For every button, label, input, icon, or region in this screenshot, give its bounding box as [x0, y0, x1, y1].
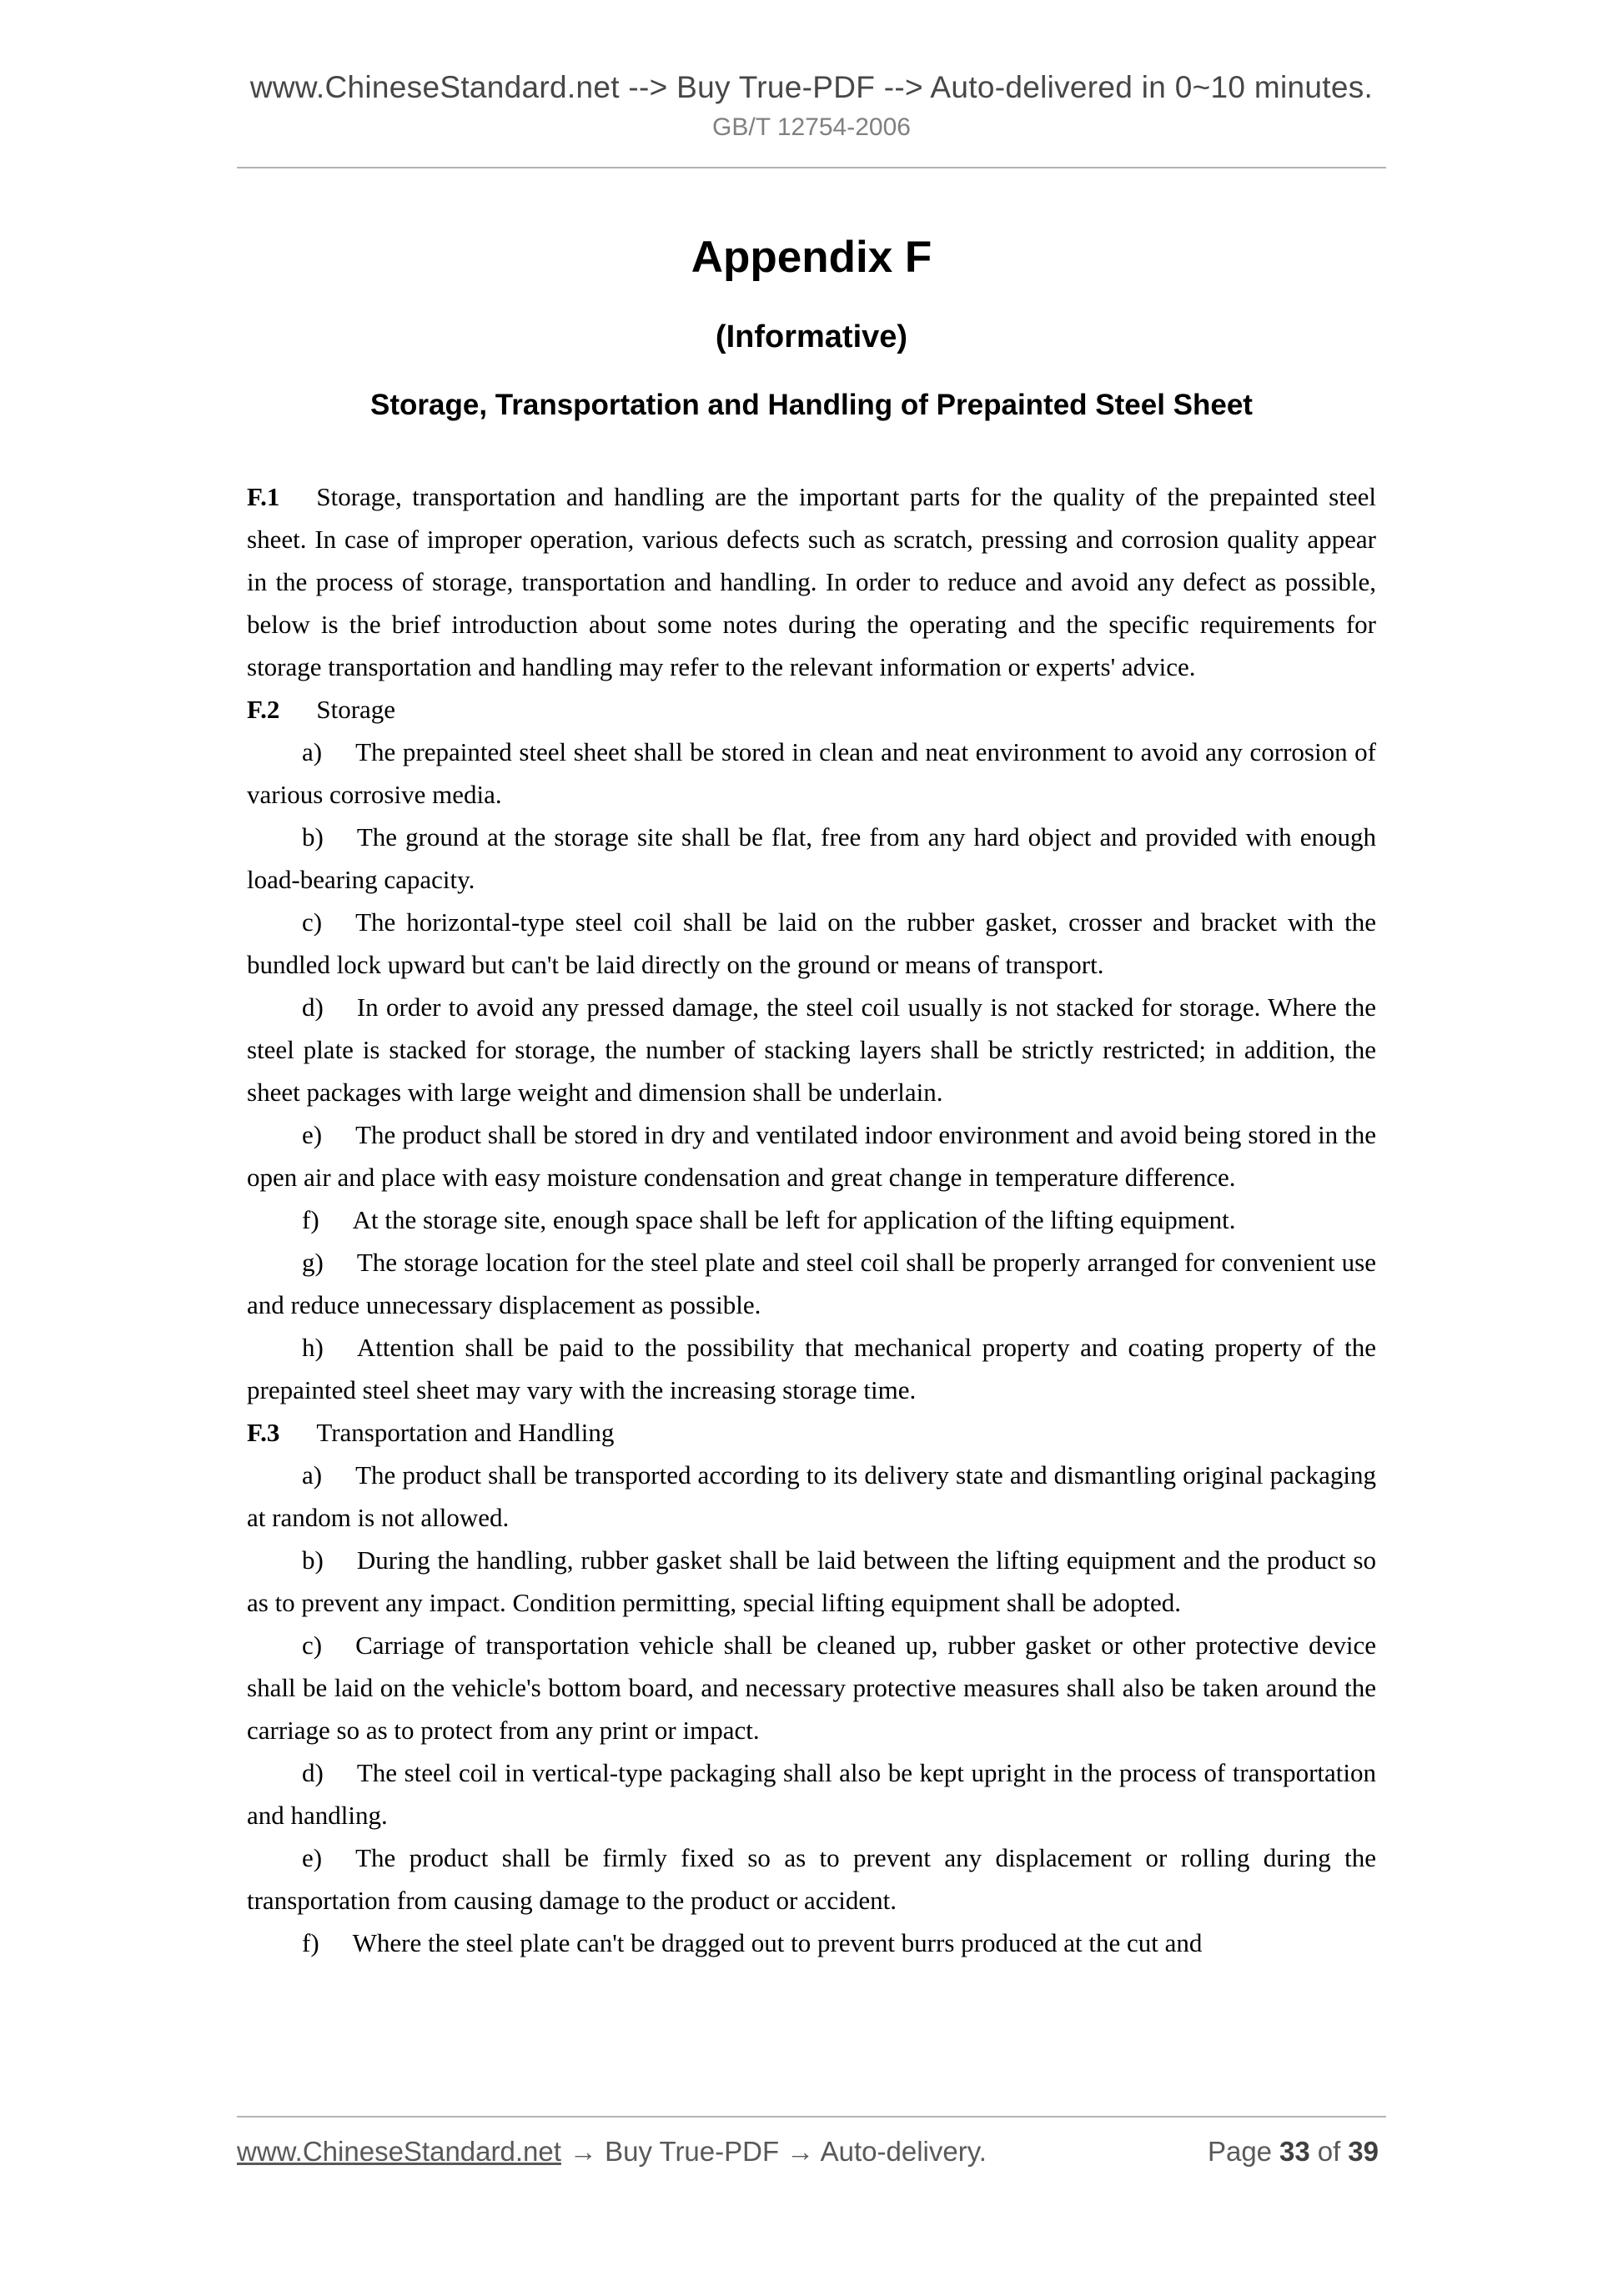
current-page-number: 33 — [1279, 2136, 1310, 2167]
section-f2-heading — [247, 688, 1376, 731]
list-item — [247, 1198, 1376, 1241]
section-f1 — [247, 475, 1376, 688]
section-label: F.3 — [247, 1418, 280, 1447]
item-text: During the handling, rubber gasket shall be laid between the lifting equipment and the product so as to prevent any impact. Condition permitting, special lifting equipment shall be adopted. — [247, 1545, 1376, 1617]
item-label: d) — [302, 1758, 324, 1787]
list-item — [247, 1326, 1376, 1411]
item-label: g) — [302, 1248, 324, 1277]
item-label: b) — [302, 822, 324, 852]
page-header — [0, 0, 1623, 168]
list-item — [247, 1751, 1376, 1836]
section-label: F.2 — [247, 695, 280, 724]
item-text: The storage location for the steel plate and steel coil shall be properly arranged for convenient use and reduce unnecessary displacement as possible. — [247, 1248, 1376, 1319]
total-page-number: 39 — [1348, 2136, 1379, 2167]
title-block — [0, 232, 1623, 422]
list-item — [247, 1836, 1376, 1922]
item-label: f) — [302, 1928, 319, 1957]
item-text: Attention shall be paid to the possibility that mechanical property and coating property of the prepainted steel sheet may vary with the increasing storage time. — [247, 1333, 1376, 1404]
page-indicator — [1208, 2136, 1386, 2168]
footer-site-link[interactable]: www.ChineseStandard.net — [237, 2136, 561, 2167]
item-text: In order to avoid any pressed damage, the steel coil usually is not stacked for storage. Where the steel plate is stacked for storage, the number of stacking layers shall be strictly restricted; in addition, the sheet packages with large weight and dimension shall be underlain. — [247, 992, 1376, 1107]
list-item — [247, 1113, 1376, 1198]
item-text: The prepainted steel sheet shall be stored in clean and neat environment to avoid any corrosion of various corrosive media. — [247, 737, 1376, 809]
item-label: e) — [302, 1843, 323, 1872]
item-text: The product shall be transported according to its delivery state and dismantling original packaging at random is not allowed. — [247, 1460, 1376, 1532]
item-label: h) — [302, 1333, 324, 1362]
list-item — [247, 1624, 1376, 1751]
item-text: Where the steel plate can't be dragged out to prevent burrs produced at the cut and — [352, 1928, 1203, 1957]
item-text: At the storage site, enough space shall be left for application of the lifting equipment. — [352, 1205, 1236, 1234]
list-item — [247, 816, 1376, 901]
standard-number: GB/T 12754-2006 — [712, 113, 911, 141]
header-divider — [237, 167, 1386, 168]
appendix-title: Appendix F — [691, 233, 932, 282]
item-label: f) — [302, 1205, 319, 1234]
item-label: e) — [302, 1120, 323, 1149]
item-label: c) — [302, 907, 323, 937]
item-text: The product shall be firmly fixed so as to prevent any displacement or rolling during the transportation from causing damage to the product or accident. — [247, 1843, 1376, 1915]
item-text: Carriage of transportation vehicle shall be cleaned up, rubber gasket or other protective device shall be laid on the vehicle's bottom board, and necessary protective measures shall also be taken around the carriage so as to protect from any print or impact. — [247, 1630, 1376, 1745]
item-text: The horizontal-type steel coil shall be laid on the rubber gasket, crosser and bracket with the bundled lock upward but can't be laid directly on the ground or means of transport. — [247, 907, 1376, 979]
item-label: a) — [302, 737, 323, 766]
item-label: c) — [302, 1630, 323, 1660]
item-label: b) — [302, 1545, 324, 1575]
list-item — [247, 901, 1376, 986]
section-f3-heading — [247, 1411, 1376, 1454]
of-word: of — [1317, 2136, 1341, 2167]
item-label: a) — [302, 1460, 323, 1490]
page-footer — [237, 2116, 1386, 2168]
list-item — [247, 1454, 1376, 1539]
list-item — [247, 1241, 1376, 1326]
item-text: The ground at the storage site shall be flat, free from any hard object and provided with enough load-bearing capacity. — [247, 822, 1376, 894]
list-item — [247, 986, 1376, 1113]
section-text: Storage, transportation and handling are the important parts for the quality of the prepainted steel sheet. In case of improper operation, various defects such as scratch, pressing and corrosion quality appear in the process of storage, transportation and handling. In order to reduce and avoid any defect as possible, below is the brief introduction about some notes during the operating and the specific requirements for storage transportation and handling may refer to the relevant information or experts' advice. — [247, 482, 1376, 681]
list-item — [247, 1922, 1376, 1964]
list-item — [247, 1539, 1376, 1624]
item-text: The steel coil in vertical-type packaging shall also be kept upright in the process of transportation and handling. — [247, 1758, 1376, 1830]
section-title: Storage — [316, 695, 396, 724]
page-word: Page — [1207, 2136, 1273, 2167]
section-title: Transportation and Handling — [316, 1418, 615, 1447]
section-label: F.1 — [247, 482, 280, 511]
header-banner: www.ChineseStandard.net --> Buy True-PDF --> Auto-delivered in 0~10 minutes. — [249, 70, 1374, 104]
appendix-subtitle: (Informative) — [715, 319, 908, 354]
item-text: The product shall be stored in dry and ventilated indoor environment and avoid being stored in the open air and place with easy moisture condensation and great change in temperature difference. — [247, 1120, 1376, 1192]
item-label: d) — [302, 992, 324, 1022]
footer-left — [237, 2136, 987, 2168]
appendix-heading: Storage, Transportation and Handling of Prepainted Steel Sheet — [370, 389, 1253, 421]
list-item — [247, 731, 1376, 816]
footer-tagline: → Buy True-PDF → Auto-delivery. — [569, 2136, 987, 2167]
document-body — [247, 475, 1376, 1964]
